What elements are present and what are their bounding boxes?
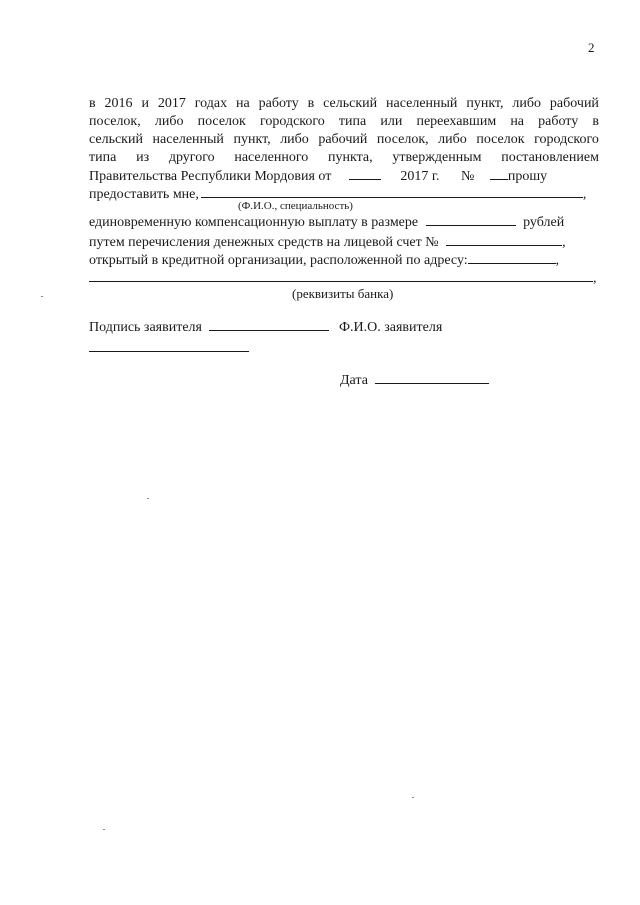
comma: , [593, 271, 597, 286]
bank-address-text: открытый в кредитной организации, расположенной по адресу: [89, 253, 468, 268]
page-number: 2 [588, 40, 595, 55]
word: поселок, [89, 114, 141, 129]
word: поселок [476, 132, 525, 147]
decree-number-sign: № [461, 169, 475, 184]
payment-line [89, 213, 599, 232]
word: сельский [323, 96, 378, 111]
fio-label: Ф.И.О. заявителя [338, 320, 443, 335]
account-text: путем перечисления денежных средств на лицевой счет № [89, 235, 439, 250]
fio-specialty-caption: (Ф.И.О., специальность) [238, 200, 353, 212]
word: другого [168, 150, 215, 165]
word: пункт, [466, 96, 504, 111]
word: переехавшим [416, 114, 497, 129]
word: населенный [152, 132, 224, 147]
word: городского [534, 132, 599, 147]
date-blank[interactable] [375, 371, 489, 384]
word: на [235, 96, 250, 111]
bank-address-blank[interactable] [468, 251, 556, 264]
word: 2016 [104, 96, 133, 111]
comma: , [582, 187, 587, 202]
comma: , [562, 235, 566, 250]
word: либо [438, 132, 467, 147]
word: в [307, 96, 315, 111]
date-label: Дата [340, 373, 368, 388]
word: работу [258, 96, 299, 111]
fio-specialty-blank[interactable] [201, 185, 583, 198]
word: утвержденным [392, 150, 482, 165]
word: сельский [89, 132, 143, 147]
decree-number-blank[interactable] [490, 167, 508, 180]
word: рабочий [318, 132, 368, 147]
date-line [340, 371, 540, 390]
word: годах [194, 96, 228, 111]
account-line [89, 233, 599, 252]
word: пункта, [327, 150, 373, 165]
word: постановлением [501, 150, 599, 165]
word: типа [338, 114, 367, 129]
word: работу [538, 114, 579, 129]
provide-text: предоставить мне, [89, 187, 199, 202]
word: населенного [234, 150, 309, 165]
bank-details-caption: (реквизиты банка) [292, 286, 394, 301]
word: либо [280, 132, 309, 147]
word: населенный [386, 96, 458, 111]
word: в [89, 96, 96, 111]
word: или [380, 114, 403, 129]
signature-blank[interactable] [209, 318, 329, 331]
paragraph-line-5 [89, 167, 599, 186]
bank-address-line [89, 251, 599, 270]
scan-speck [412, 797, 414, 798]
word: рабочий [549, 96, 599, 111]
payment-text: единовременную компенсационную выплату в размере [89, 215, 419, 230]
word: поселок [197, 114, 246, 129]
paragraph-line-3 [89, 131, 599, 149]
paragraph-line-4 [89, 149, 599, 167]
scan-speck [41, 296, 43, 297]
signature-line [89, 318, 599, 337]
decree-year: 2017 г. [400, 169, 440, 184]
word: либо [154, 114, 184, 129]
word: городского [259, 114, 325, 129]
word: типа [89, 150, 117, 165]
amount-blank[interactable] [426, 213, 516, 226]
account-number-blank[interactable] [446, 233, 562, 246]
signature-label: Подпись заявителя [89, 320, 202, 335]
word: либо [512, 96, 542, 111]
word: на [510, 114, 525, 129]
word: и [141, 96, 149, 111]
fio-blank[interactable] [89, 351, 249, 352]
currency-word: рублей [523, 215, 565, 230]
bank-details-blank[interactable] [89, 269, 593, 282]
paragraph-line-2 [89, 113, 599, 131]
request-word: прошу [507, 169, 548, 184]
word: пункт, [233, 132, 271, 147]
word: поселок, [376, 132, 429, 147]
word: в [592, 114, 599, 129]
paragraph-line-1 [89, 95, 599, 113]
comma: , [555, 253, 560, 268]
decree-day-blank[interactable] [349, 167, 381, 180]
scan-speck [103, 829, 105, 830]
decree-text: Правительства Республики Мордовия от [89, 169, 332, 184]
word: 2017 [157, 96, 186, 111]
word: из [136, 150, 150, 165]
scan-speck [147, 498, 149, 499]
